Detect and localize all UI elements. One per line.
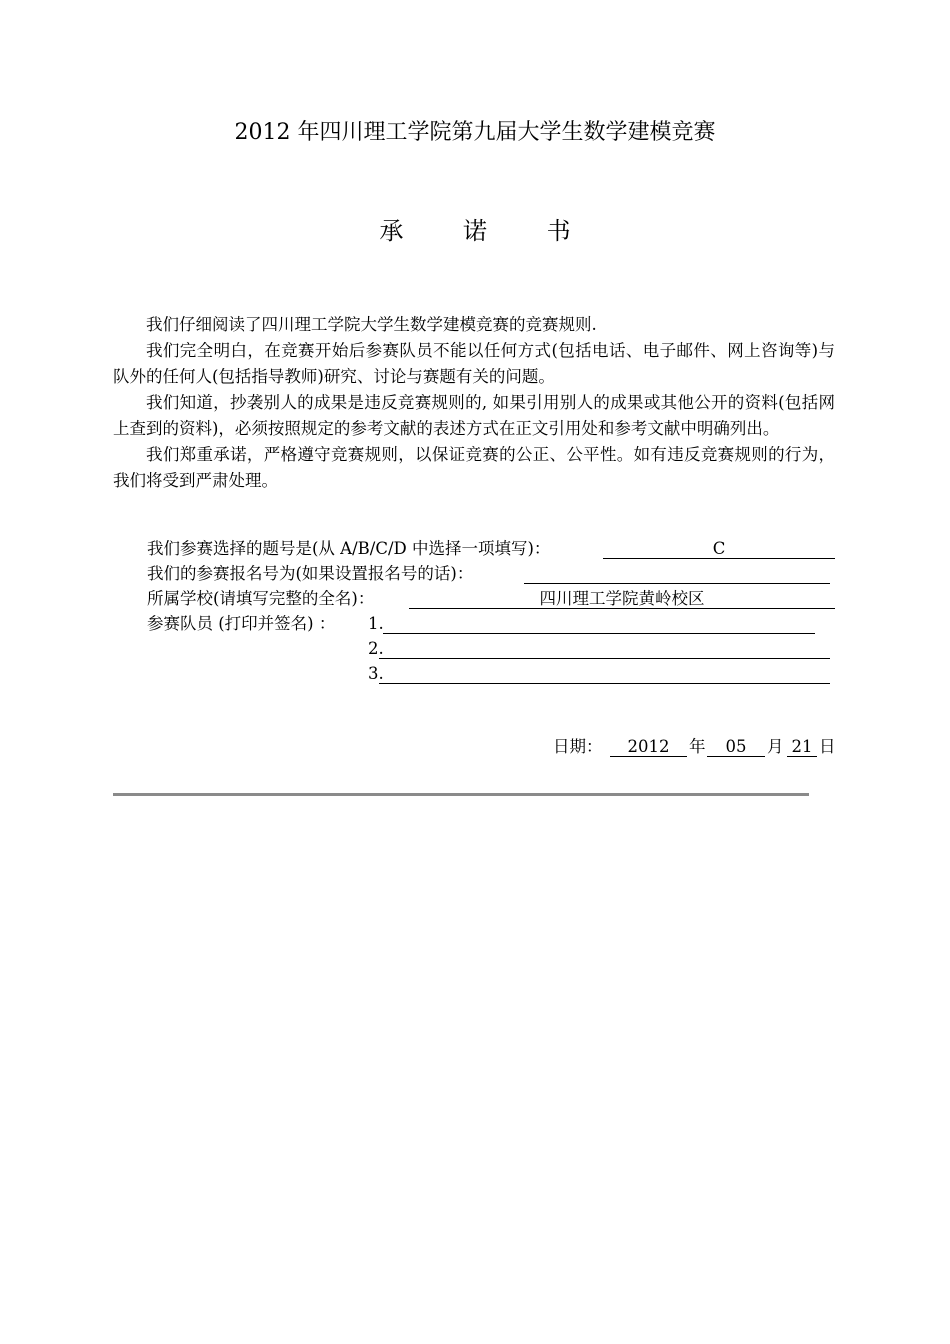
- school-row: [147, 586, 847, 611]
- member-3-field[interactable]: [379, 661, 830, 684]
- members-label: 参赛队员 (打印并签名) ：: [147, 614, 336, 633]
- pledge-paragraph: 我们完全明白，在竞赛开始后参赛队员不能以任何方式(包括电话、电子邮件、网上咨询等)与队外的任何人(包括指导教师)研究、讨论与赛题有关的问题。: [113, 341, 835, 386]
- member-number: 3.: [368, 664, 384, 683]
- date-year-unit: 年: [689, 737, 706, 756]
- member-row-3: [147, 661, 847, 686]
- problem-label: 我们参赛选择的题号是(从 A/B/C/D 中选择一项填写)：: [147, 539, 551, 558]
- pledge-body: [113, 312, 835, 494]
- document-subtitle: 承 诺 书: [379, 217, 597, 245]
- entry-form: [147, 536, 847, 686]
- registration-field[interactable]: [524, 561, 830, 584]
- date-day-field[interactable]: 21: [787, 734, 817, 757]
- problem-field[interactable]: C: [603, 536, 835, 559]
- date-month-field[interactable]: 05: [707, 734, 765, 757]
- pledge-paragraph: 我们仔细阅读了四川理工学院大学生数学建模竞赛的竞赛规则.: [146, 315, 597, 334]
- school-field[interactable]: 四川理工学院黄岭校区: [409, 586, 835, 609]
- member-number: 2.: [368, 639, 384, 658]
- registration-row: [147, 561, 847, 586]
- pledge-paragraph: 我们知道，抄袭别人的成果是违反竞赛规则的, 如果引用别人的成果或其他公开的资料(包括网上查到的资料)，必须按照规定的参考文献的表述方式在正文引用处和参考文献中明确列出。: [113, 393, 835, 438]
- member-number: 1.: [368, 614, 384, 633]
- date-line: [553, 734, 843, 762]
- problem-row: [147, 536, 847, 561]
- school-label: 所属学校(请填写完整的全名)：: [147, 589, 375, 608]
- member-row-1: [147, 611, 847, 636]
- pledge-paragraph: 我们郑重承诺，严格遵守竞赛规则，以保证竞赛的公正、公平性。如有违反竞赛规则的行为，我们将受到严肃处理。: [113, 445, 835, 490]
- document-title: 2012 年四川理工学院第九届大学生数学建模竞赛: [234, 120, 716, 145]
- member-2-field[interactable]: [379, 636, 830, 659]
- date-month-unit: 月: [767, 737, 784, 756]
- divider: [113, 793, 809, 796]
- member-1-field[interactable]: [383, 611, 815, 634]
- date-day-unit: 日: [819, 737, 836, 756]
- member-row-2: [147, 636, 847, 661]
- date-year-field[interactable]: 2012: [610, 734, 687, 757]
- registration-label: 我们的参赛报名号为(如果设置报名号的话)：: [147, 564, 474, 583]
- date-label: 日期：: [553, 737, 603, 756]
